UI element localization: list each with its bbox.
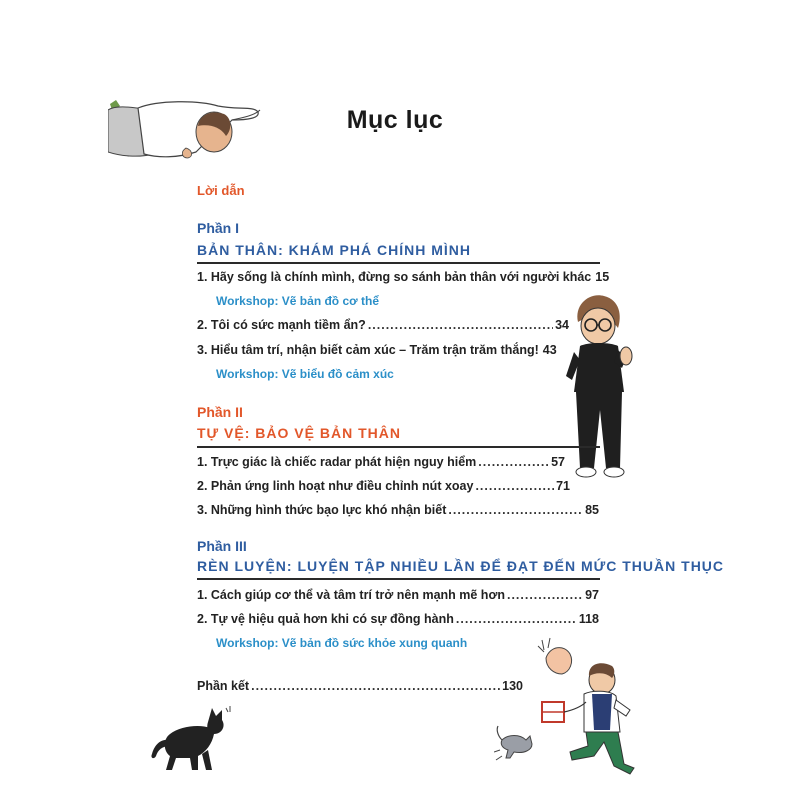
part-3-label: Phần III: [197, 538, 247, 554]
toc-entry-text: 2. Phản ứng linh hoạt như điều chỉnh nút xoay: [197, 479, 474, 493]
workshop-text: Vẽ bản đồ sức khỏe xung quanh: [281, 636, 468, 650]
workshop-text: Vẽ biểu đồ cảm xúc: [281, 367, 394, 381]
part-3-rule: [197, 578, 600, 580]
toc-entry-page: 43: [542, 343, 557, 357]
toc-entry-page: 57: [551, 455, 565, 469]
toc-entry: [197, 503, 599, 517]
toc-entry-text: 1. Trực giác là chiếc radar phát hiện nguy hiểm: [197, 455, 477, 469]
toc-entry-text: 3. Hiểu tâm trí, nhận biết cảm xúc – Trăm trận trăm thắng!: [197, 343, 539, 357]
toc-entry-page: 97: [585, 588, 599, 602]
toc-entry-closing: [197, 679, 523, 693]
workshop-prefix: Workshop:: [216, 636, 279, 650]
workshop-entry: [216, 636, 467, 650]
intro-entry: Lời dẫn: [197, 183, 245, 198]
workshop-prefix: Workshop:: [216, 367, 279, 381]
toc-entry-text: Phần kết: [197, 679, 250, 693]
workshop-text: Vẽ bản đồ cơ thể: [281, 294, 380, 308]
part-2-title: TỰ VỆ: BẢO VỆ BẢN THÂN: [197, 425, 401, 441]
toc-entry: [197, 318, 569, 332]
toc-entry: [197, 612, 599, 626]
toc-entry-text: 3. Những hình thức bạo lực khó nhận biết: [197, 503, 447, 517]
toc-entry-page: 71: [556, 479, 570, 493]
toc-entry-page: 85: [585, 503, 599, 517]
workshop-entry: [216, 294, 379, 308]
running-boy-illustration: [494, 636, 640, 776]
black-cat-illustration: [150, 704, 240, 774]
toc-entry-page: 34: [555, 318, 569, 332]
part-1-rule: [197, 262, 600, 264]
girl-with-glasses-illustration: [560, 292, 640, 482]
toc-entry: [197, 270, 610, 284]
toc-entry-page: 15: [595, 270, 610, 284]
workshop-prefix: Workshop:: [216, 294, 279, 308]
part-2-label: Phần II: [197, 404, 243, 420]
toc-entry: [197, 455, 565, 469]
toc-entry-page: 118: [578, 612, 599, 626]
toc-entry-page: 130: [502, 679, 523, 693]
part-2-rule: [197, 446, 600, 448]
part-1-title: BẢN THÂN: KHÁM PHÁ CHÍNH MÌNH: [197, 242, 471, 258]
toc-entry-text: 2. Tôi có sức mạnh tiềm ẩn?: [197, 318, 366, 332]
toc-entry: [197, 343, 557, 357]
part-3-title: RÈN LUYỆN: LUYỆN TẬP NHIỀU LẦN ĐỂ ĐẠT ĐẾN MỨC THUẦN THỤC: [197, 558, 725, 574]
toc-entry: [197, 479, 570, 493]
workshop-entry: [216, 367, 394, 381]
toc-entry-text: 1. Cách giúp cơ thể và tâm trí trở nên mạnh mẽ hơn: [197, 588, 505, 602]
toc-entry-text: 2. Tự vệ hiệu quả hơn khi có sự đồng hành: [197, 612, 454, 626]
part-1-label: Phần I: [197, 220, 240, 236]
page-title: Mục lục: [346, 106, 444, 134]
toc-entry: [197, 588, 599, 602]
toc-entry-text: 1. Hãy sống là chính mình, đừng so sánh bản thân với người khác: [197, 270, 592, 284]
